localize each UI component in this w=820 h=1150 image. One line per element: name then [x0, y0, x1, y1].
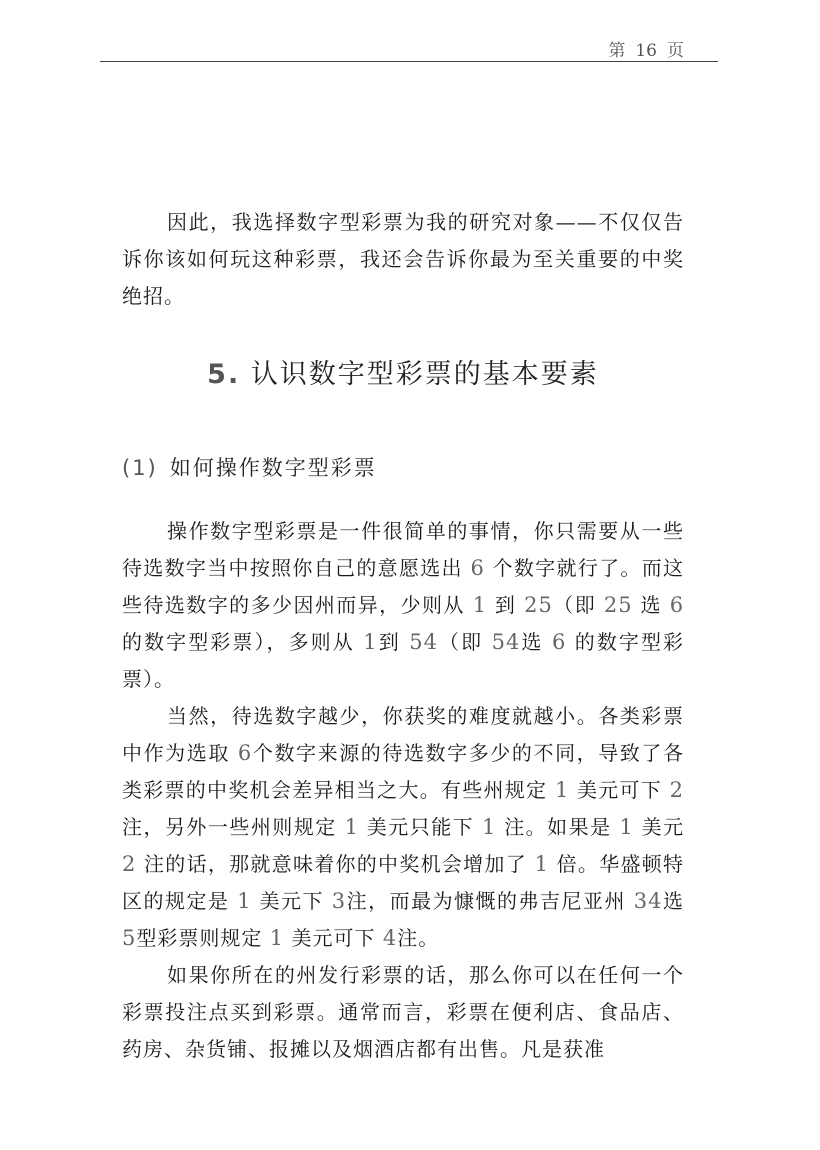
text-run: 注。 — [397, 926, 440, 950]
section-number: 5. — [207, 359, 241, 390]
number-run: 1 — [619, 815, 634, 839]
number-run: 1 — [363, 630, 378, 654]
number-run: 25 — [524, 593, 553, 617]
subsection-heading — [122, 453, 684, 483]
text-run: 美元 — [641, 815, 685, 839]
text-run: 型彩票则规定 — [136, 926, 263, 950]
number-run: 6 — [470, 556, 485, 580]
text-run: 选 — [640, 593, 662, 617]
number-run: 25 — [603, 593, 633, 617]
page-number: 16 — [635, 41, 657, 61]
text-run: 当然，待选数字越少，你获奖的难度就越小。各类彩票中作为选取 — [122, 704, 684, 765]
number-run: 1 — [534, 852, 549, 876]
number-run: 1 — [554, 778, 570, 802]
text-run: 到 — [494, 593, 517, 617]
text-run: 操作数字型彩票是一件很简单的事情，你只需要从一些待选数字当中按照你自己的意愿选出 — [122, 519, 684, 580]
number-run: 54 — [409, 630, 438, 654]
text-run: 个数字就行了。而这些待选数字的多少因州而异，少则从 — [122, 556, 685, 617]
text-run: 倍。华盛顿特区的规定是 — [122, 852, 685, 913]
text-run: 选 — [520, 630, 544, 654]
text-run: 的数字型彩票），多则从 — [122, 630, 355, 654]
header-rule — [100, 61, 718, 62]
section-heading — [122, 355, 684, 395]
number-run: 1 — [269, 926, 285, 950]
text-run: 美元下 — [259, 889, 324, 913]
text-run: 注，另外一些州则规定 — [122, 815, 337, 839]
page-body — [122, 204, 684, 1068]
page-header-prefix: 第 — [608, 41, 626, 61]
number-run: 1 — [237, 889, 252, 913]
subsection-title-text: 如何操作数字型彩票 — [169, 456, 377, 480]
text-run: 选 — [662, 889, 684, 913]
number-run: 2 — [669, 778, 684, 802]
paragraph-intro: 因此，我选择数字型彩票为我的研究对象——不仅仅告诉你该如何玩这种彩票，我还会告诉你最为至关重要的中奖绝招。 — [122, 210, 684, 308]
text-run: （即 — [437, 630, 484, 654]
page-header — [608, 36, 684, 61]
paragraph-where-to-buy: 如果你所在的州发行彩票的话，那么你可以在任何一个彩票投注点买到彩票。通常而言，彩票在便利店、食品店、药房、杂货铺、报摊以及烟酒店都有出售。凡是获准 — [122, 963, 684, 1061]
page-header-suffix: 页 — [667, 41, 684, 61]
text-run: 美元只能下 — [366, 815, 475, 839]
number-run: 1 — [472, 593, 488, 617]
number-run: 34 — [633, 889, 663, 913]
section-title-text: 认识数字型彩票的基本要素 — [250, 359, 599, 390]
subsection-number: (1) — [122, 456, 158, 480]
text-run: 美元可下 — [291, 926, 376, 950]
number-run: 54 — [491, 630, 521, 654]
text-run: 到 — [377, 630, 401, 654]
number-run: 6 — [551, 630, 567, 654]
number-run: 1 — [481, 815, 497, 839]
number-run: 1 — [344, 815, 359, 839]
number-run: 5 — [122, 926, 137, 950]
text-run: 个数字来源的待选数字多少的不同，导致了各类彩票的中奖机会差异相当之大。有些州规定 — [122, 741, 685, 802]
text-run: 注。如果是 — [504, 815, 612, 839]
paragraph-how-to-play — [122, 513, 684, 698]
number-run: 4 — [382, 926, 398, 950]
text-run: 美元可下 — [576, 778, 662, 802]
text-run: 注的话，那就意味着你的中奖机会增加了 — [144, 852, 527, 876]
number-run: 6 — [237, 741, 253, 765]
number-run: 6 — [669, 593, 685, 617]
text-run: （即 — [552, 593, 597, 617]
text-run: 的数字型彩票）。 — [122, 630, 685, 691]
paragraph-odds — [122, 698, 684, 957]
number-run: 3 — [331, 889, 347, 913]
number-run: 2 — [122, 852, 137, 876]
text-run: 注，而最为慷慨的弗吉尼亚州 — [346, 889, 626, 913]
